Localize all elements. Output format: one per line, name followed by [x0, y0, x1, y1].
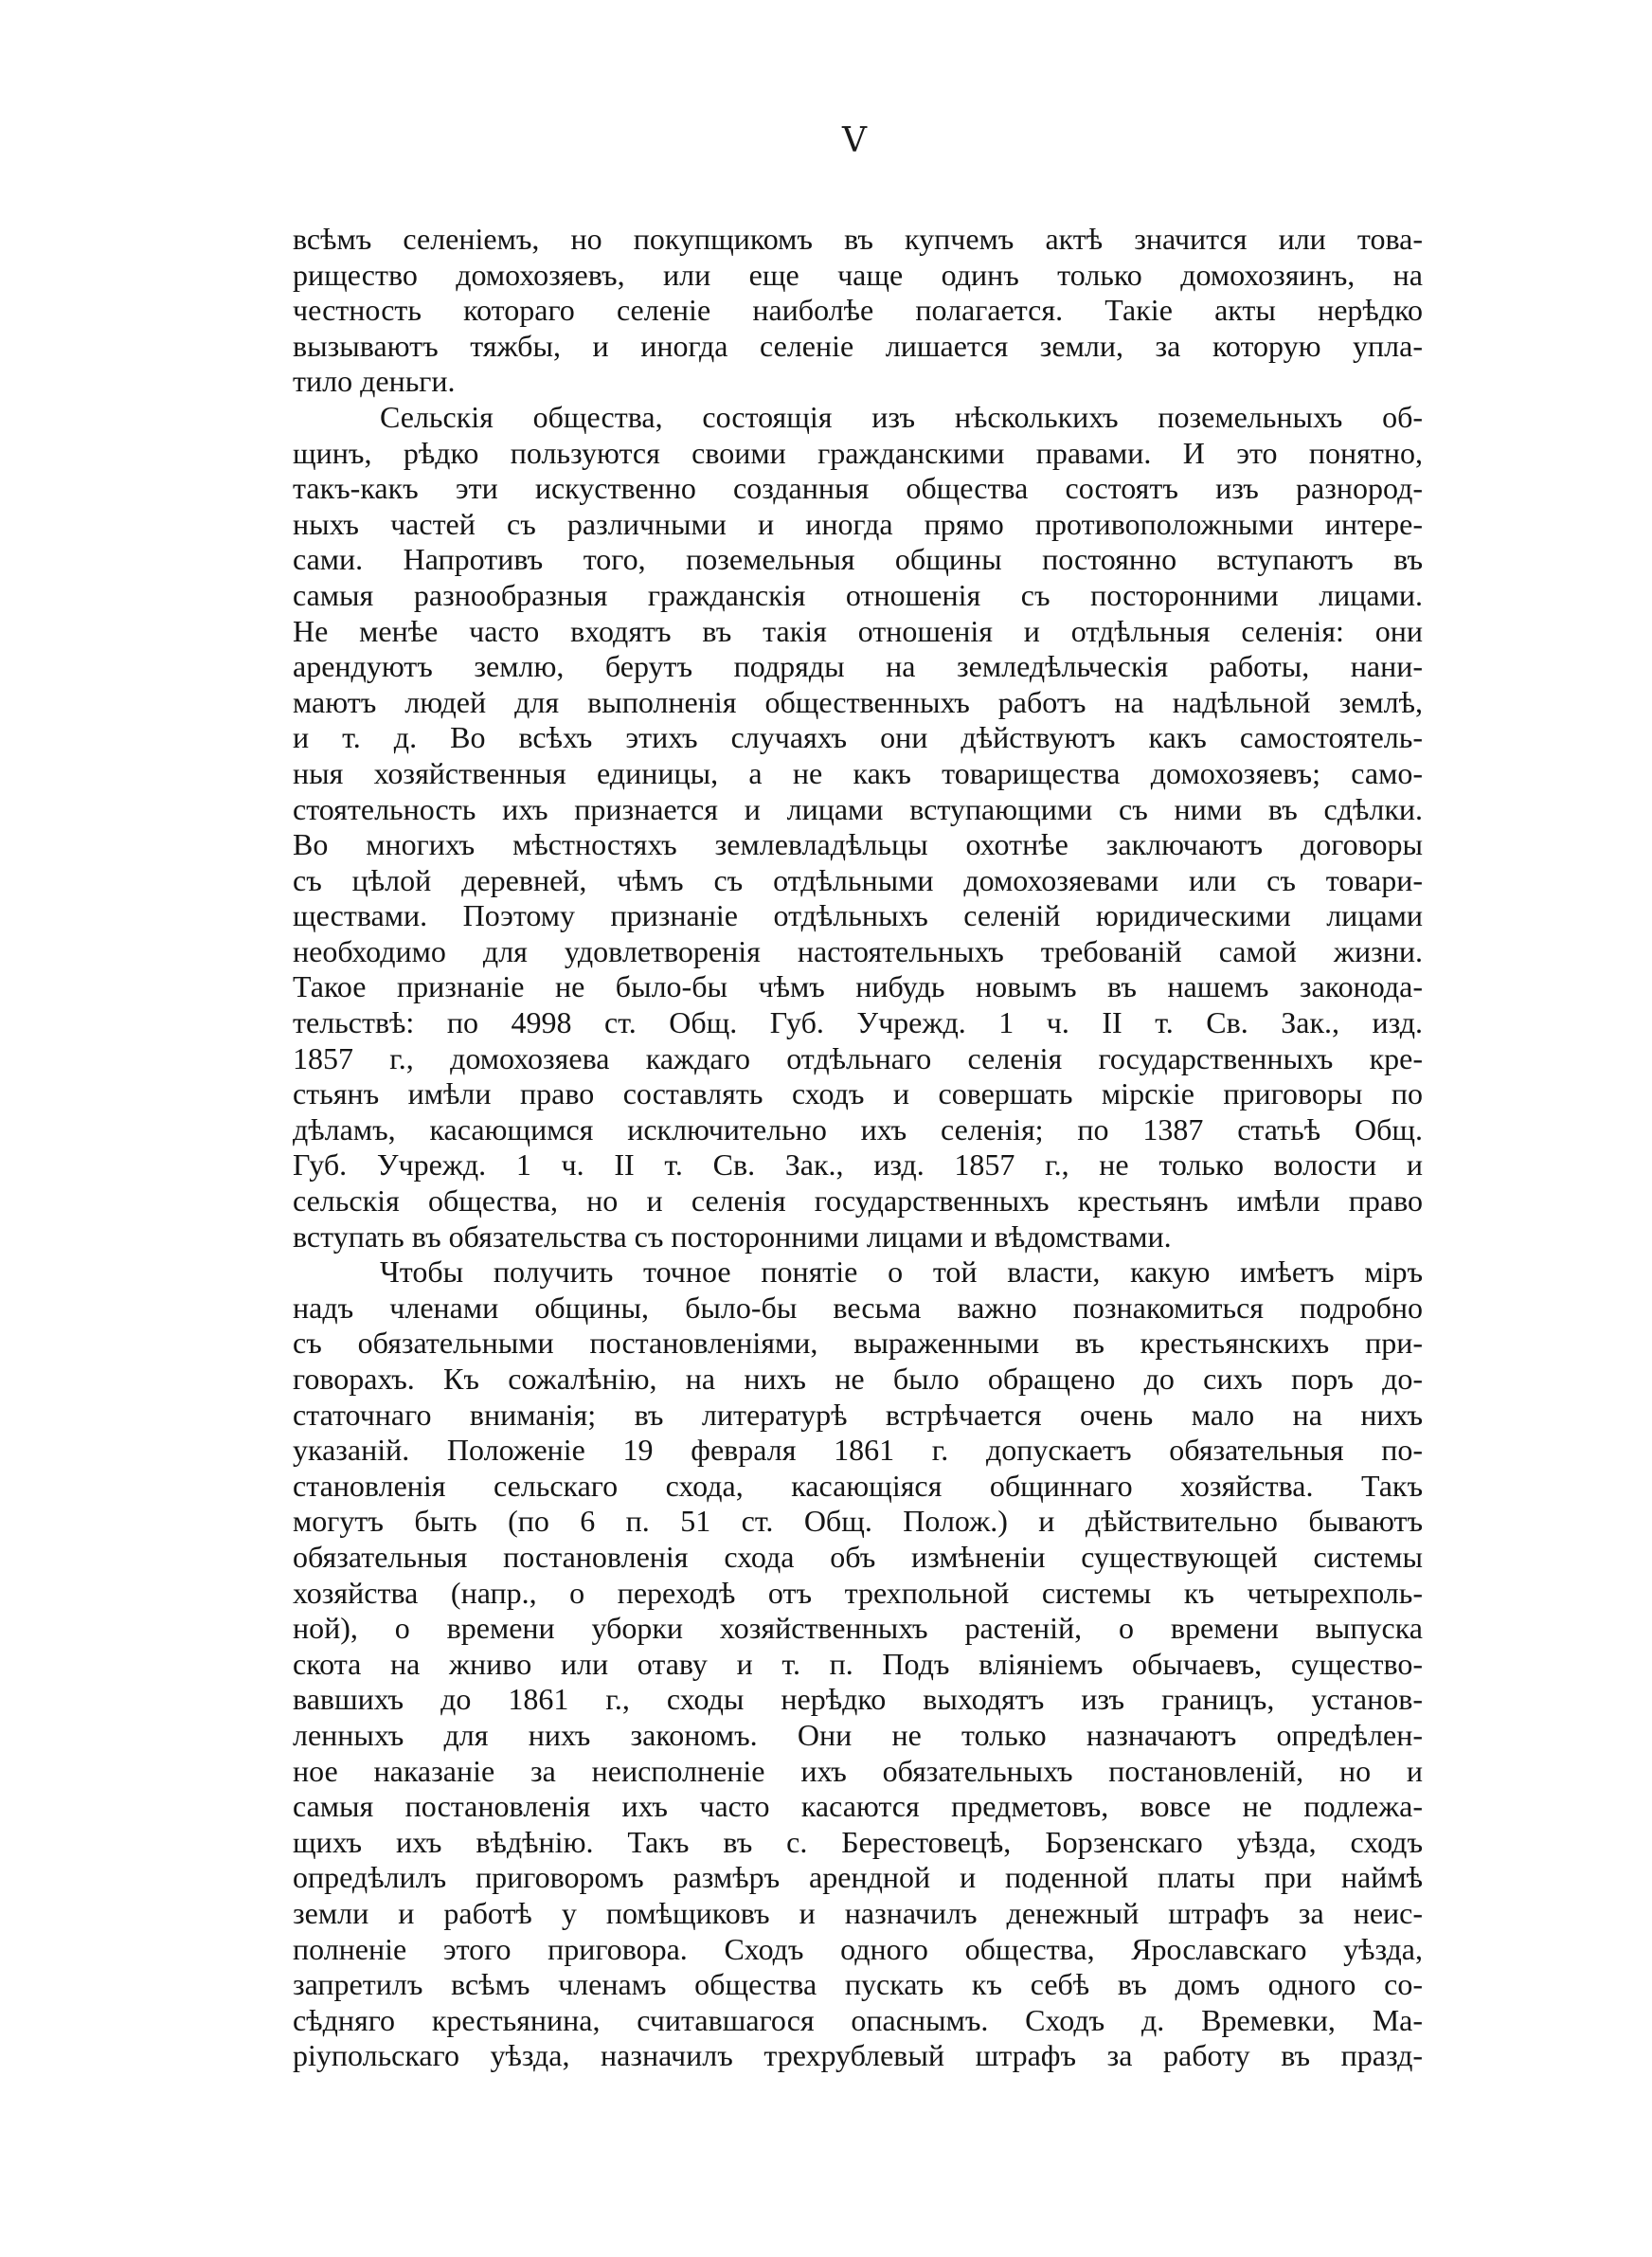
text-line: ной), о времени уборки хозяйственныхъ растеній, о времени выпуска [293, 1611, 1423, 1646]
text-line: ное наказаніе за неисполненіе ихъ обязательныхъ постановленій, но и [293, 1753, 1423, 1788]
text-line: запретилъ всѣмъ членамъ общества пускать къ себѣ въ домъ одного со- [293, 1967, 1423, 2002]
text-line: говорахъ. Къ сожалѣнію, на нихъ не было обращено до сихъ поръ до- [293, 1362, 1423, 1396]
text-line: всѣмъ селеніемъ, но покупщикомъ въ купчемъ актѣ значится или това- [293, 222, 1423, 256]
text-line: щихъ ихъ вѣдѣнію. Такъ въ с. Берестовецѣ, Борзенскаго уѣзда, сходъ [293, 1824, 1423, 1859]
text-line: щинъ, рѣдко пользуются своими гражданскими правами. И это понятно, [293, 435, 1423, 470]
text-line: такъ-какъ эти искуственно созданныя общества состоятъ изъ разнород- [293, 471, 1423, 506]
text-line: ріупольскаго уѣзда, назначилъ трехрублевый штрафъ за работу въ празд- [293, 2038, 1423, 2073]
text-line: 1857 г., домохозяева каждаго отдѣльнаго селенія государственныхъ кре- [293, 1040, 1423, 1075]
text-line: необходимо для удовлетворенія настоятельныхъ требованій самой жизни. [293, 933, 1423, 968]
text-line: вступать въ обязательства съ посторонними лицами и вѣдомствами. [293, 1219, 1172, 1254]
text-line: опредѣлилъ приговоромъ размѣръ арендной и поденной платы при наймѣ [293, 1860, 1423, 1895]
text-line: сами. Напротивъ того, поземельныя общины постоянно вступаютъ въ [293, 542, 1423, 577]
text-line: и т. д. Во всѣхъ этихъ случаяхъ они дѣйствуютъ какъ самостоятель- [293, 720, 1423, 755]
text-line: самыя постановленія ихъ часто касаются предметовъ, вовсе не подлежа- [293, 1789, 1423, 1824]
page-number: V [842, 121, 867, 160]
text-line: полненіе этого приговора. Сходъ одного общества, Ярославскаго уѣзда, [293, 1931, 1423, 1966]
text-line: стоятельность ихъ признается и лицами вступающими съ ними въ сдѣлки. [293, 791, 1423, 826]
text-line: съ обязательными постановленіями, выраженными въ крестьянскихъ при- [293, 1326, 1423, 1361]
text-line: становленія сельскаго схода, касающіяся общиннаго хозяйства. Такъ [293, 1468, 1423, 1503]
text-line: съ цѣлой деревней, чѣмъ съ отдѣльными домохозяевами или съ товари- [293, 862, 1423, 897]
text-line: Во многихъ мѣстностяхъ землевладѣльцы охотнѣе заключаютъ договоры [293, 827, 1423, 862]
text-line: Сельскія общества, состоящія изъ нѣсколькихъ поземельныхъ об- [380, 399, 1423, 434]
body-text [293, 222, 1423, 2074]
text-line: честность котораго селеніе наиболѣе полагается. Такіе акты нерѣдко [293, 293, 1423, 328]
text-line: вавшихъ до 1861 г., сходы нерѣдко выходятъ изъ границъ, установ- [293, 1682, 1423, 1717]
text-line: рищество домохозяевъ, или еще чаще одинъ только домохозяинъ, на [293, 257, 1423, 292]
text-line: ныя хозяйственныя единицы, а не какъ товарищества домохозяевъ; само- [293, 755, 1423, 790]
text-line: земли и работѣ у помѣщиковъ и назначилъ денежный штрафъ за неис- [293, 1895, 1423, 1930]
text-line: Губ. Учрежд. 1 ч. II т. Св. Зак., изд. 1857 г., не только волости и [293, 1147, 1423, 1183]
text-line: маютъ людей для выполненія общественныхъ работъ на надѣльной землѣ, [293, 684, 1423, 719]
text-line: дѣламъ, касающимся исключительно ихъ селенія; по 1387 статьѣ Общ. [293, 1111, 1423, 1147]
text-line: Не менѣе часто входятъ въ такія отношенія и отдѣльныя селенія: они [293, 613, 1423, 648]
text-line: Чтобы получить точное понятіе о той власти, какую имѣетъ міръ [380, 1255, 1423, 1290]
text-line: ществами. Поэтому признаніе отдѣльныхъ селеній юридическими лицами [293, 898, 1423, 933]
text-line: могутъ быть (по 6 п. 51 ст. Общ. Полож.) и дѣйствительно бываютъ [293, 1504, 1423, 1539]
text-line: тельствѣ: по 4998 ст. Общ. Губ. Учрежд. 1 ч. II т. Св. Зак., изд. [293, 1005, 1423, 1040]
text-line: вызываютъ тяжбы, и иногда селеніе лишается земли, за которую упла- [293, 328, 1423, 363]
text-line: надъ членами общины, было-бы весьма важно познакомиться подробно [293, 1290, 1423, 1325]
text-line: ленныхъ для нихъ закономъ. Они не только назначаютъ опредѣлен- [293, 1717, 1423, 1752]
text-line: Такое признаніе не было-бы чѣмъ нибудь новымъ въ нашемъ законода- [293, 969, 1423, 1004]
text-line: арендуютъ землю, берутъ подряды на земледѣльческія работы, нани- [293, 649, 1423, 684]
text-line: сѣдняго крестьянина, считавшагося опаснымъ. Сходъ д. Времевки, Ма- [293, 2002, 1423, 2037]
text-line: ныхъ частей съ различными и иногда прямо противоположными интере- [293, 506, 1423, 541]
text-line: сельскія общества, но и селенія государственныхъ крестьянъ имѣли право [293, 1183, 1423, 1219]
text-line: самыя разнообразныя гражданскія отношенія съ посторонними лицами. [293, 577, 1423, 612]
text-line: хозяйства (напр., о переходѣ отъ трехпольной системы къ четырехполь- [293, 1575, 1423, 1610]
text-line: тило деньги. [293, 364, 456, 399]
text-line: обязательныя постановленія схода объ измѣненіи существующей системы [293, 1539, 1423, 1574]
text-line: статочнаго вниманія; въ литературѣ встрѣчается очень мало на нихъ [293, 1397, 1423, 1432]
text-line: указаній. Положеніе 19 февраля 1861 г. допускаетъ обязательныя по- [293, 1433, 1423, 1468]
text-line: скота на жниво или отаву и т. п. Подъ вліяніемъ обычаевъ, существо- [293, 1646, 1423, 1681]
text-line: стьянъ имѣли право составлять сходъ и совершать мірскіе приговоры по [293, 1076, 1423, 1111]
